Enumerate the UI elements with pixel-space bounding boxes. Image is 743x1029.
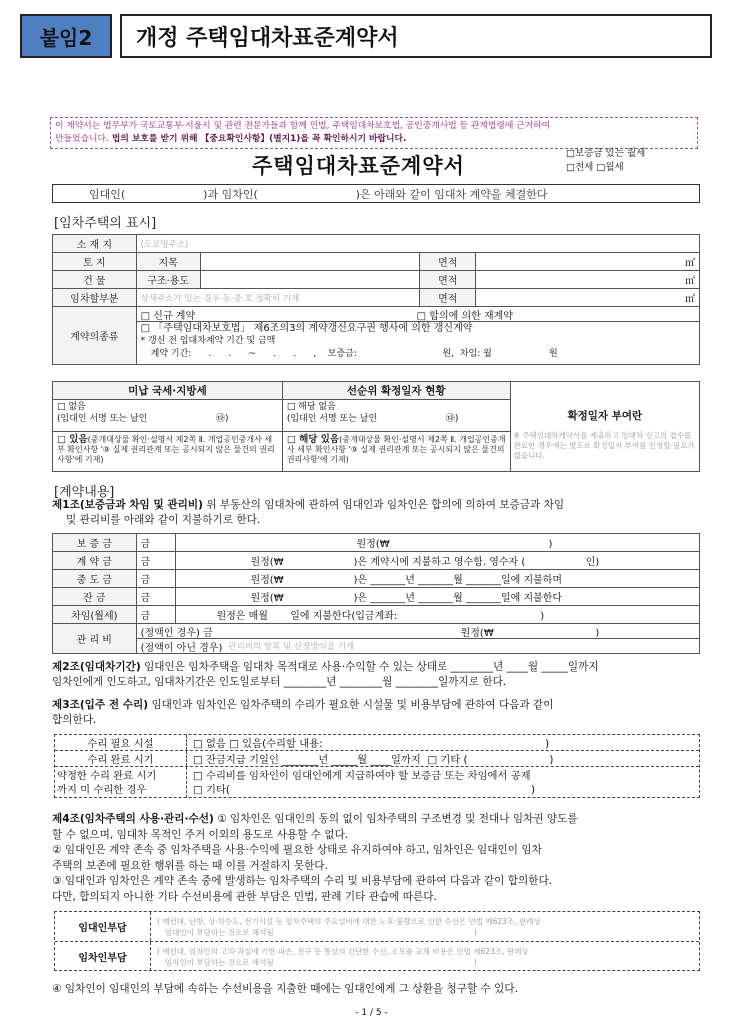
article4-para4: ④ 임차인이 임대인의 부담에 속하는 수선비용을 지출한 때에는 임대인에게 그 상환을 청구할 수 있다. (52, 983, 518, 995)
building-label: 건 물 (53, 271, 137, 289)
section-contract-title: [계약내용] (54, 485, 115, 500)
contract-type-options (566, 147, 645, 175)
prio-exist-cell (282, 432, 510, 472)
repair-deadline-field[interactable]: □ 잔금지급 기일인 _______년 _____월 ____일까지 □ 기타 ( ) (193, 754, 554, 766)
tax-none-cell (53, 400, 283, 432)
tenant-burden-label: 임차인부담 (55, 942, 151, 971)
down-payment-label: 계 약 금 (53, 552, 137, 570)
monthly-rent-won: 금 (136, 606, 176, 624)
prio-none-checkbox[interactable]: □ 해당 없음 (286, 402, 336, 412)
balance-won: 금 (136, 588, 176, 606)
interim-field[interactable]: 원정(₩ )은 _______년 _______월 _______일에 지불하며 (176, 570, 700, 588)
tax-none-checkbox[interactable]: □ 없음 (57, 402, 86, 412)
section-property-title: [임차주택의 표시] (54, 216, 157, 231)
article4-body2: 할 수 없으며, 임대차 목적인 주거 이외의 용도로 사용할 수 없다. (52, 828, 349, 841)
tenant-hint-1: ( 예컨대, 임차인의 고의·과실에 기한 파손, 전구 등 통상의 간단한 수선, 소모품 교체 비용은 민법 제623조, 판례상 (157, 947, 529, 956)
tax-priority-table (52, 381, 700, 472)
landlord-burden-label: 임대인부담 (55, 912, 151, 941)
renewal-note: * 갱신 전 임대차계약 기간 및 금액 (140, 336, 276, 346)
article1-body2: 및 관리비를 아래와 같이 지불하기로 한다. (66, 514, 261, 526)
interim-label: 중 도 금 (53, 570, 137, 588)
fixed-date-header: 확정일자 부여란 (567, 410, 643, 422)
landlord-hint-1: ( 예컨대, 난방, 상·하수도, 전기시설 등 임차주택의 주요설비에 대한 노후·불량으로 인한 수선은 민법 제623조, 판례상 (157, 917, 541, 926)
repair-row-unrepaired (55, 767, 699, 798)
monthly-rent-label: 차임(월세) (53, 606, 137, 624)
renewal-agreement-checkbox[interactable]: □ 합의에 의한 재계약 (416, 310, 513, 322)
payment-table (52, 533, 700, 654)
tenant-label: )과 임차인( (203, 187, 258, 201)
building-area-label: 면적 (420, 271, 476, 289)
notice-prefix: 만들었습니다. (55, 134, 109, 144)
landlord-label: 임대인( (89, 187, 126, 201)
repair-deadline-label: 수리 완료 시기 (55, 751, 187, 766)
type-option-1[interactable]: □보증금 있는 월세 (566, 148, 646, 159)
document-title: 주택임대차표준계약서 (252, 154, 465, 178)
balance-field[interactable]: 원정(₩ )은 _______년 _______월 _______일에 지불한다 (176, 588, 700, 606)
fixed-date-note: ※ 주택임대차계약서를 제출하고 임대차 신고의 접수를 완료한 경우에는 별도로 확정일자 부여를 신청할 필요가 없습니다. (513, 431, 695, 460)
land-type-field[interactable] (200, 253, 420, 271)
balance-label: 잔 금 (53, 588, 137, 606)
contract-kind-label: 계약의종류 (53, 307, 137, 365)
land-type-label: 지목 (136, 253, 200, 271)
fixed-date-cell (510, 382, 699, 472)
attachment-badge: 붙임2 (20, 14, 112, 58)
article4-para2b: 주택의 보존에 필요한 행위를 하는 때 이를 거절하지 못한다. (52, 859, 328, 872)
tax-none-sign[interactable]: (임대인 서명 또는 날인 ㉰) (57, 414, 229, 424)
prio-none-sign[interactable]: (임대인 서명 또는 날인 ㉰) (286, 414, 459, 424)
repair-unrepaired-label-1: 약정한 수리 완료 시기 (57, 769, 157, 782)
renewal-right-checkbox[interactable]: □ 「주택임대차보호법」 제6조의3의 계약갱신요구권 행사에 의한 갱신계약 (140, 323, 473, 334)
tenant-burden-field[interactable] (151, 942, 533, 971)
unpaid-tax-header: 미납 국세·지방세 (53, 382, 283, 400)
priority-header: 선순위 확정일자 현황 (282, 382, 510, 400)
notice-line1: 이 계약서는 법무부가 국토교통부·서울시 및 관련 전문가들과 함께 민법, 주택임대차보호법, 공인중개사법 등 관계법령에 근거하여 (55, 121, 551, 131)
article3-body1: 임대인과 임차인은 임차주택의 수리가 필요한 시설물 및 비용부담에 관하여 다음과 같이 (148, 699, 554, 711)
repair-deduct-checkbox[interactable]: □ 수리비를 임차인이 임대인에게 지급하여야 할 보증금 또는 차임에서 공제 (193, 769, 531, 782)
tenant-burden-row (55, 942, 699, 971)
landlord-burden-field[interactable] (151, 912, 545, 941)
landlord-burden-row (55, 912, 699, 942)
repair-burden-table (54, 911, 700, 971)
agreement-text: )은 아래와 같이 임대차 계약을 체결한다 (355, 187, 548, 201)
rent-part-area-label: 면적 (420, 289, 476, 307)
repair-unrepaired-options (187, 769, 535, 797)
down-payment-field[interactable]: 원정(₩ )은 계약시에 지불하고 영수함. 영수자 ( 인) (176, 552, 700, 570)
header-title: 개정 주택임대차표준계약서 (120, 14, 712, 58)
tax-exist-note: (중개대상물 확인·설명서 제2쪽 Ⅱ. 개업공인중개사 세부 확인사항 '⑨ 실제 권리관계 또는 공시되지 않은 물건의 권리사항'에 기재) (57, 435, 275, 464)
new-contract-checkbox[interactable]: □ 신규 계약 (140, 310, 196, 322)
rent-part-area-field[interactable]: ㎡ (476, 289, 700, 307)
renewal-period-field[interactable]: 계약 기간: . . ~ . . , 보증금: 원, 차임: 월 원 (150, 349, 558, 359)
article2-text (52, 660, 702, 690)
rent-part-field[interactable]: 상세주소가 있는 경우 동·층·호 정확히 기재 (136, 289, 420, 307)
tax-exist-checkbox[interactable]: □ 있음 (57, 434, 88, 445)
property-table (52, 234, 700, 365)
type-option-2[interactable]: □전세 □월세 (566, 162, 624, 173)
tax-exist-cell (53, 432, 283, 472)
address-field[interactable]: (도로명주소) (136, 235, 699, 253)
mgmt-var-label: (정액이 아닌 경우) (140, 642, 223, 654)
address-label: 소 재 지 (53, 235, 137, 253)
article4-para3a: ③ 임대인과 임차인은 계약 존속 중에 발생하는 임차주택의 수리 및 비용부담에 관하여 다음과 같이 합의한다. (52, 875, 553, 887)
repair-row-deadline (55, 751, 699, 767)
repair-needed-field[interactable]: □ 없음 □ 있음(수리할 내용: ) (193, 738, 550, 750)
land-label: 토 지 (53, 253, 137, 271)
rent-part-label: 임차할부분 (53, 289, 137, 307)
repair-unrepaired-label (55, 767, 187, 798)
building-type-field[interactable] (200, 271, 420, 289)
mgmt-var-field[interactable]: 관리비의 항목 및 산정방식을 기재 (228, 642, 355, 652)
article2-body1: 임대인은 임차주택을 임대차 목적대로 사용·수익할 수 있는 상태로 ________년 ____월 _____일까지 (140, 661, 599, 673)
article3-heading: 제3조(입주 전 수리) (52, 699, 149, 711)
article4-text (52, 812, 702, 905)
article3-body2: 합의한다. (52, 714, 97, 726)
article2-body2: 임차인에게 인도하고, 임대차기간은 인도일로부터 ________년 ________월 ________일까지로 한다. (52, 676, 507, 688)
repair-unrepaired-label-2: 까지 미 수리한 경우 (57, 783, 147, 796)
repair-table (54, 734, 700, 798)
land-area-label: 면적 (420, 253, 476, 271)
mgmt-fixed-field[interactable]: 원정(₩ ) (460, 627, 600, 639)
prio-exist-checkbox[interactable]: □ 해당 있음 (286, 434, 340, 445)
management-fee-label: 관 리 비 (53, 624, 137, 654)
article3-text (52, 698, 702, 728)
building-area-field[interactable]: ㎡ (476, 271, 700, 289)
deposit-field[interactable]: 원정(₩ ) (176, 534, 700, 552)
article2-heading: 제2조(임대차기간) (52, 661, 141, 673)
prio-exist-note: (중개대상물 확인·설명서 제2쪽 Ⅱ. 개업공인중개사 세부 확인사항 '⑨ 실제 권리관계 또는 공시되지 않은 물건의 권리사항'에 기재) (286, 435, 506, 464)
prio-none-cell (282, 400, 510, 432)
management-fee-cell (136, 624, 699, 654)
page-header (20, 14, 712, 58)
repair-other-checkbox[interactable]: □ 기타( ) (193, 783, 536, 796)
landlord-hint-2: 임대인이 부담하는 것으로 해석됨 ) (165, 928, 477, 937)
page-number: - 1 / 5 - (355, 1008, 388, 1018)
notice-emphasis: 법의 보호를 받기 위해 【중요확인사항】(별지1)을 꼭 확인하시기 바랍니다. (108, 134, 407, 144)
tenant-hint-2: 임차인이 부담하는 것으로 해석됨 ) (165, 958, 477, 967)
deposit-label: 보 증 금 (53, 534, 137, 552)
land-area-field[interactable]: ㎡ (476, 253, 700, 271)
repair-row-needed (55, 735, 699, 751)
parties-line (52, 184, 700, 203)
repair-needed-label: 수리 필요 시설 (55, 735, 187, 750)
article4-heading: 제4조(임차주택의 사용·관리·수선) (52, 813, 214, 825)
down-payment-won: 금 (136, 552, 176, 570)
article1-body: 위 부동산의 임대차에 관하여 임대인과 임차인은 합의에 의하여 보증금과 차임 (202, 499, 565, 511)
legal-notice (50, 117, 698, 149)
article1-text (52, 498, 702, 528)
building-type-label: 구조·용도 (136, 271, 200, 289)
contract-kind-cell (136, 307, 699, 365)
article4-body1: ① 임차인은 임대인의 동의 없이 임차주택의 구조변경 및 전대나 임차권 양도를 (213, 813, 578, 825)
deposit-won: 금 (136, 534, 176, 552)
mgmt-fixed-label: (정액인 경우) 금 (140, 627, 213, 639)
notice-line2 (55, 133, 693, 146)
article4-para3b: 다만, 합의되지 아니한 기타 수선비용에 관한 부담은 민법, 판례 기타 관습에 따른다. (52, 890, 437, 903)
article4-para2a: ② 임대인은 계약 존속 중 임차주택을 사용·수익에 필요한 상태로 유지하여야 하고, 임차인은 임대인이 임차 (52, 844, 542, 856)
interim-won: 금 (136, 570, 176, 588)
article1-heading: 제1조(보증금과 차임 및 관리비) (52, 499, 203, 511)
monthly-rent-field[interactable]: 원정은 매월 일에 지불한다(입금계좌: ) (176, 606, 700, 624)
